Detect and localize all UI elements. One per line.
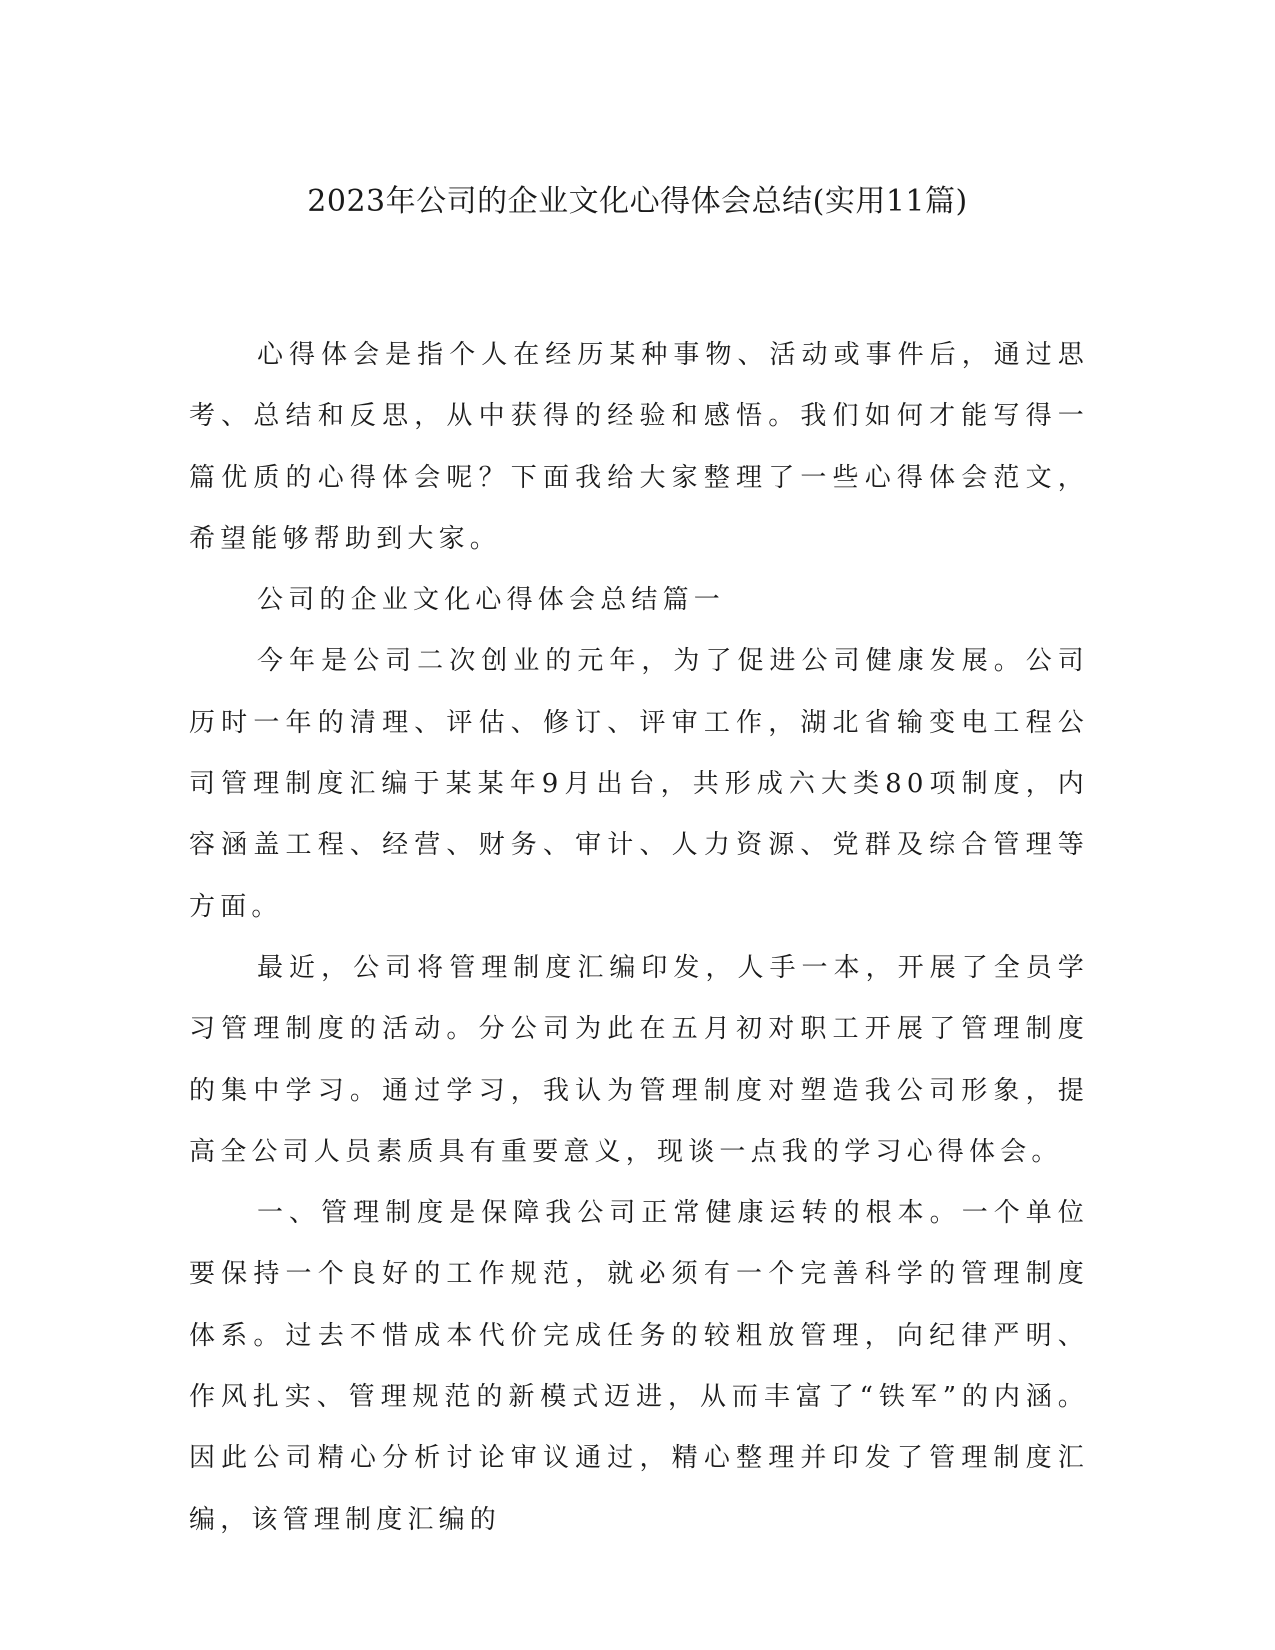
document-title: 2023年公司的企业文化心得体会总结(实用11篇) bbox=[307, 184, 968, 219]
section-heading: 公司的企业文化心得体会总结篇一 bbox=[257, 585, 726, 616]
body-paragraph: 一、管理制度是保障我公司正常健康运转的根本。一个单位要保持一个良好的工作规范，就必须有一个完善科学的管理制度体系。过去不惜成本代价完成任务的较粗放管理，向纪律严明、作风扎实、管理规范的新模式迈进，从而丰富了“铁军”的内涵。因此公司精心分析讨论审议通过，精心整理并印发了管理制度汇编，该管理制度汇编的 bbox=[189, 1198, 1089, 1535]
body-paragraph: 最近，公司将管理制度汇编印发，人手一本，开展了全员学习管理制度的活动。分公司为此在五月初对职工开展了管理制度的集中学习。通过学习，我认为管理制度对塑造我公司形象，提高全公司人员素质具有重要意义，现谈一点我的学习心得体会。 bbox=[189, 952, 1089, 1167]
document-body bbox=[189, 325, 1089, 1551]
body-paragraph: 今年是公司二次创业的元年，为了促进公司健康发展。公司历时一年的清理、评估、修订、评审工作，湖北省输变电工程公司管理制度汇编于某某年9月出台，共形成六大类80项制度，内容涵盖工程、经营、财务、审计、人力资源、党群及综合管理等方面。 bbox=[189, 646, 1089, 922]
intro-paragraph: 心得体会是指个人在经历某种事物、活动或事件后，通过思考、总结和反思，从中获得的经验和感悟。我们如何才能写得一篇优质的心得体会呢？下面我给大家整理了一些心得体会范文，希望能够帮助到大家。 bbox=[189, 340, 1089, 554]
